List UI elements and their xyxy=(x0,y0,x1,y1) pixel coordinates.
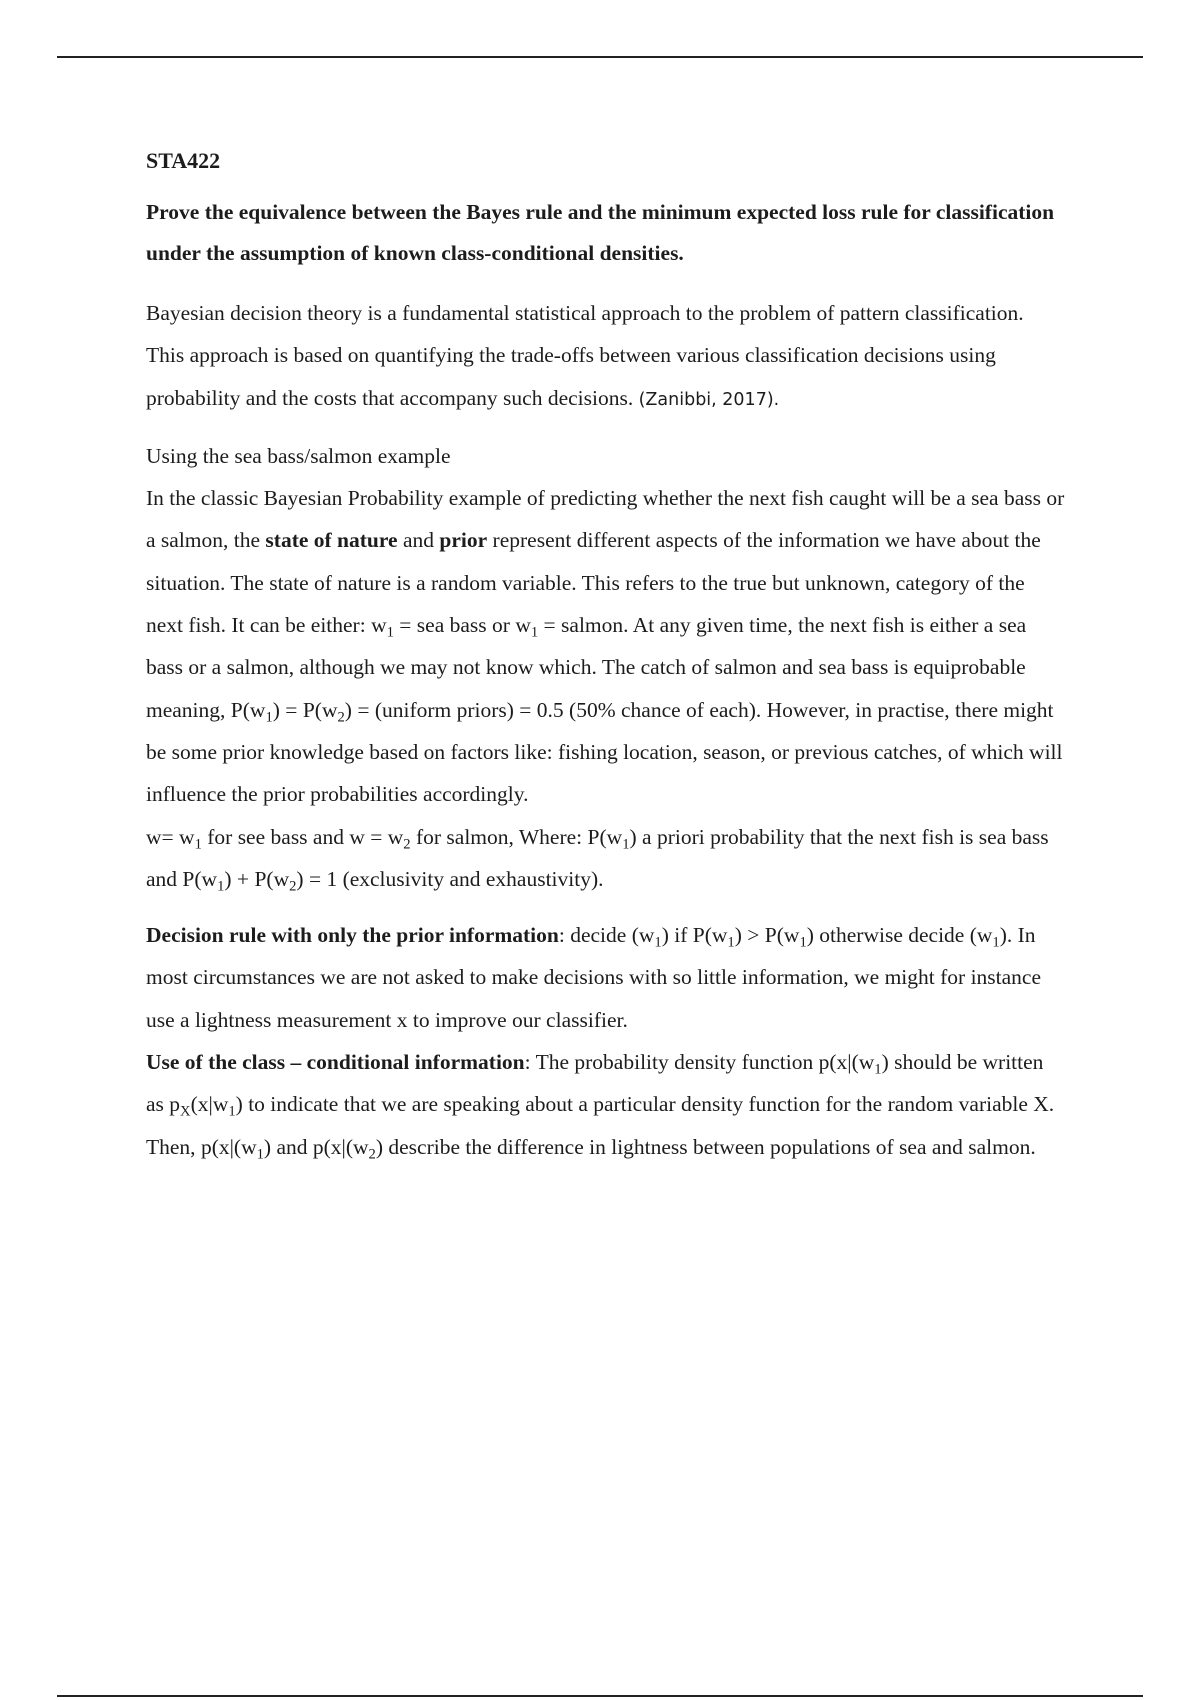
text-run: P( xyxy=(230,697,250,722)
subscript: 1 xyxy=(256,1146,264,1163)
subscript: 1 xyxy=(622,835,630,852)
text-run: : The probability density function xyxy=(524,1050,819,1075)
subscript: 1 xyxy=(874,1061,882,1078)
symbol-w: w xyxy=(241,1134,257,1159)
text-run: p(x|( xyxy=(818,1050,859,1075)
text-run: P( xyxy=(254,866,274,891)
text-run: w= xyxy=(146,824,180,849)
text-run: P( xyxy=(764,923,784,948)
subscript: 2 xyxy=(289,878,297,895)
text-run: ) to indicate that we are speaking about a particular density function for the random variable X. Then, xyxy=(146,1092,1055,1159)
symbol-p: p xyxy=(169,1092,181,1117)
text-run: p(x|( xyxy=(200,1134,242,1159)
example-paragraph xyxy=(146,477,1066,815)
subscript: X xyxy=(180,1103,191,1120)
subscript: 1 xyxy=(530,624,539,641)
text-run: ) = (uniform priors) = 0.5 (50% chance of each). However, in practise, there might be some prior knowledge based on factors like: fishing location, season, or previous catches, of which will influence the prior probabilities accordingly. xyxy=(146,697,1063,807)
symbol-w: w xyxy=(387,824,404,849)
symbol-w: w xyxy=(515,613,531,638)
intro-text: Bayesian decision theory is a fundamental statistical approach to the problem of pattern classification. This approach is based on quantifying the trade-offs between various classification decisions using probability and the costs that accompany such decisions. xyxy=(146,301,1024,410)
decision-rule-paragraph xyxy=(146,914,1066,1041)
subscript: 1 xyxy=(386,624,394,641)
text-run: ) describe the difference in lightness between populations of sea and salmon. xyxy=(375,1134,1036,1159)
text-run: P( xyxy=(302,697,322,722)
symbol-w: w xyxy=(858,1050,875,1075)
symbol-w: w xyxy=(249,697,266,722)
subscript: 2 xyxy=(403,835,411,852)
decision-rule-label: Decision rule with only the prior information xyxy=(146,923,559,948)
text-run: ) and xyxy=(263,1134,313,1159)
text-run: ) a priori probability that the next fish is sea bass and xyxy=(146,824,1049,891)
definition-paragraph xyxy=(146,816,1066,901)
symbol-w: w xyxy=(179,824,195,849)
text-run: ) otherwise decide ( xyxy=(806,923,977,948)
text-run: ) = xyxy=(272,697,303,722)
symbol-w: w xyxy=(783,923,800,948)
text-run: represent different aspects of the information we have about the situation. The state of nature is a random variable. This refers to the true but unknown, category of the next fish. It can be either: xyxy=(146,528,1041,638)
subscript: 1 xyxy=(727,934,735,951)
symbol-w: w xyxy=(371,613,387,638)
symbol-w: w xyxy=(606,824,623,849)
text-run: = sea bass or xyxy=(393,613,516,638)
subscript: 1 xyxy=(992,934,1000,951)
symbol-w: w xyxy=(352,1134,369,1159)
example-heading: Using the sea bass/salmon example xyxy=(146,443,451,468)
intro-paragraph xyxy=(146,292,1066,421)
text-run: ) > xyxy=(734,923,765,948)
text-run: P( xyxy=(182,866,202,891)
question-heading: Prove the equivalence between the Bayes rule and the minimum expected loss rule for classification under the assumption of known class-conditional densities. xyxy=(146,200,1055,265)
bottom-rule xyxy=(57,1695,1143,1697)
subscript: 1 xyxy=(217,878,225,895)
text-run: for see bass and w = xyxy=(201,824,388,849)
conditional-paragraph xyxy=(146,1041,1066,1168)
symbol-w: w xyxy=(976,923,993,948)
symbol-w: w xyxy=(321,697,338,722)
text-run: = salmon. At any given time, the next fish is either a sea bass or a salmon, although we may not know which. The catch of salmon and sea bass is equiprobable meaning, xyxy=(146,613,1027,722)
subscript: 1 xyxy=(228,1103,236,1120)
text-run: and xyxy=(397,528,440,553)
top-rule xyxy=(57,56,1143,58)
symbol-w: w xyxy=(711,923,728,948)
subscript: 1 xyxy=(194,835,202,852)
course-code: STA422 xyxy=(146,148,221,173)
text-run: : decide ( xyxy=(558,923,639,948)
text-run: P( xyxy=(692,923,712,948)
symbol-w: w xyxy=(212,1092,229,1117)
subscript: 2 xyxy=(368,1146,376,1163)
subscript: 2 xyxy=(337,709,345,726)
text-run: ). In most circumstances we are not asked to make decisions with so little information, we might for instance use a lightness measurement x to improve our classifier. xyxy=(146,923,1042,1032)
text-run: ) if xyxy=(661,923,693,948)
term-state-of-nature: state of nature xyxy=(265,528,398,553)
symbol-w: w xyxy=(638,923,655,948)
document-body xyxy=(146,140,1066,1168)
symbol-w: w xyxy=(273,866,290,891)
text-run: ) should be written as xyxy=(146,1050,1044,1117)
text-run: p(x|( xyxy=(312,1134,353,1159)
text-run: P( xyxy=(587,824,607,849)
text-run: In the classic Bayesian Probability example of predicting whether the next fish caught will be a sea bass or a salmon, the xyxy=(146,486,1065,553)
subscript: 1 xyxy=(799,934,807,951)
conditional-label: Use of the class – conditional information xyxy=(146,1050,525,1075)
text-run: ) = 1 (exclusivity and exhaustivity). xyxy=(296,866,604,891)
subscript: 1 xyxy=(265,709,273,726)
text-run: (x| xyxy=(190,1092,213,1117)
text-run: ) + xyxy=(224,866,255,891)
term-prior: prior xyxy=(439,528,488,553)
citation: (Zanibbi, 2017). xyxy=(638,389,780,410)
text-run: for salmon, Where: xyxy=(410,824,588,849)
symbol-w: w xyxy=(201,866,218,891)
subscript: 1 xyxy=(654,934,662,951)
